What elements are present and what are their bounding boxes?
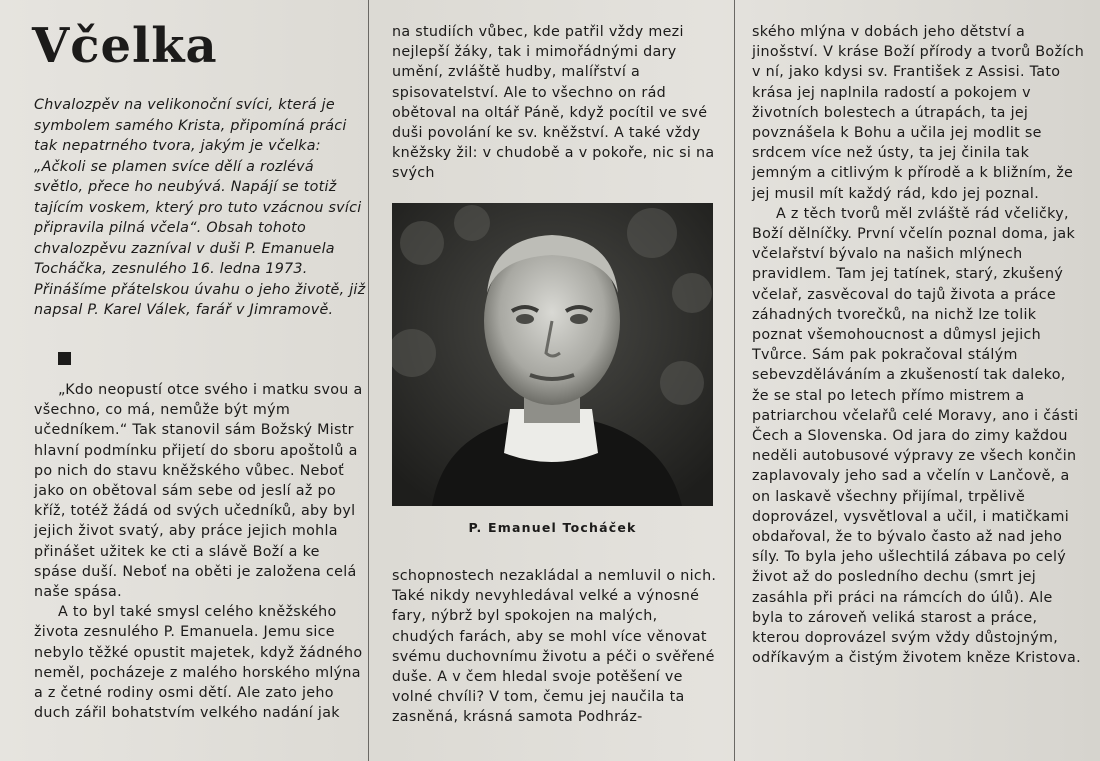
column-3 — [752, 22, 1086, 669]
paragraph: „Kdo neopustí otce svého i matku svou a všechno, co má, nemůže být mým učedníkem.“ Tak stanovil sám Božský Mistr hlavní podmínku přijetí do sboru apoštolů a po nich do stavu kněžského vůbec. Neboť jako on obětoval sám sebe od jeslí až po kříž, totéž žádá od svých učedníků, aby byl jejich život svatý, aby práce jejich mohla přinášet užitek ke cti a slávě Boží a ke spáse duší. Neboť na oběti je založena celá naše spása. — [34, 382, 363, 601]
paragraph: ského mlýna v dobách jeho dětství a jinošství. V kráse Boží přírody a tvorů Božích v ní, jako kdysi sv. František z Assisi. Tato krása jej naplnila radostí a pokojem v životních bolestech a útrapách, ta jej povznášela k Bohu a učila jej modlit se srdcem více než ústy, ta jej činila tak jemným a citlivým k přírodě a k bližním, že jej musil mít každý rád, kdo jej poznal. — [752, 24, 1085, 202]
paragraph: na studiích vůbec, kde patřil vždy mezi nejlepší žáky, tak i mimořádnými dary umění, zvláště hudby, malířství a spisovatelství. Ale to všechno on rád obětoval na oltář Páně, když pocítil ve své duši povolání ke sv. kněžství. A také vždy kněžsky žil: v chudobě a v pokoře, nic si na svých — [392, 24, 715, 182]
column-2-top — [392, 22, 718, 184]
column-rule — [734, 0, 735, 761]
section-square-mark — [58, 352, 71, 365]
paragraph: A z těch tvorů měl zvláště rád včeličky, Boží dělníčky. První včelín poznal doma, jak včelařství bývalo na našich mlýnech pravidlem. Tam jej tatínek, starý, zkušený včelař, zasvěcoval do tajů života a práce záhadných tvorečků, na nichž lze tolik poznat všemohoucnost a důmysl jejich Tvůrce. Sám pak pokračoval stálým sebevzděláváním a zkušeností tak daleko, že se stal po letech přímo mistrem a patriarchou včelařů celé Moravy, ano i části Čech a Slovenska. Od jara do zimy každou neděli autobusové výpravy ze všech končin zaplavovaly jeho sad a včelín v Lančově, a on laskavě všechny přijímal, trpělivě doprovázel, vysvětloval a učil, i matičkami obdařoval, že to bývalo často až nad jeho síly. To byla jeho ušlechtilá zábava po celý život až do posledního dechu (smrt jej zasáhla při práci na rámcích do úlů). Ale byla to zároveň veliká starost a práce, kterou doprovázel svým vždy důstojným, odříkavým a čistým životem kněze Kristova. — [752, 205, 1081, 667]
paragraph: A to byl také smysl celého kněžského života zesnulého P. Emanuela. Jemu sice nebylo těžké opustit majetek, když žádného neměl, pocházeje z malého horského mlýna a z četné rodiny osmi dětí. Ale zato jeho duch zářil bohatstvím velkého nadání jak — [34, 604, 363, 722]
article-title: Včelka — [32, 18, 218, 74]
column-rule — [368, 0, 369, 761]
column-2-bottom — [392, 566, 718, 728]
column-1 — [34, 380, 366, 723]
photo-caption: P. Emanuel Tocháček — [468, 520, 637, 535]
portrait-photo — [392, 203, 713, 506]
article-lead: Chvalozpěv na velikonoční svíci, která je symbolem samého Krista, připomíná práci tak nepatrného tvora, jakým je včelka: „Ačkoli se plamen svíce dělí a rozlévá světlo, přece ho neubývá. Napájí se totiž tajícím voskem, který pro tuto vzácnou svíci připravila pilná včela“. Obsah tohoto chvalozpěvu zazníval v duši P. Emanuela Tocháčka, zesnulého 16. ledna 1973. Přinášíme přátelskou úvahu o jeho životě, již napsal P. Karel Válek, farář v Jimramově. — [34, 97, 366, 318]
paragraph: schopnostech nezakládal a nemluvil o nich. Také nikdy nevyhledával velké a výnosné fary, nýbrž byl spokojen na malých, chudých farách, aby se mohl více věnovat svému duchovnímu životu a péči o svěřené duše. A v čem hledal svoje potěšení ve volné chvíli? V tom, čemu jej naučila ta zasněná, krásná samota Podhráz- — [392, 568, 717, 726]
